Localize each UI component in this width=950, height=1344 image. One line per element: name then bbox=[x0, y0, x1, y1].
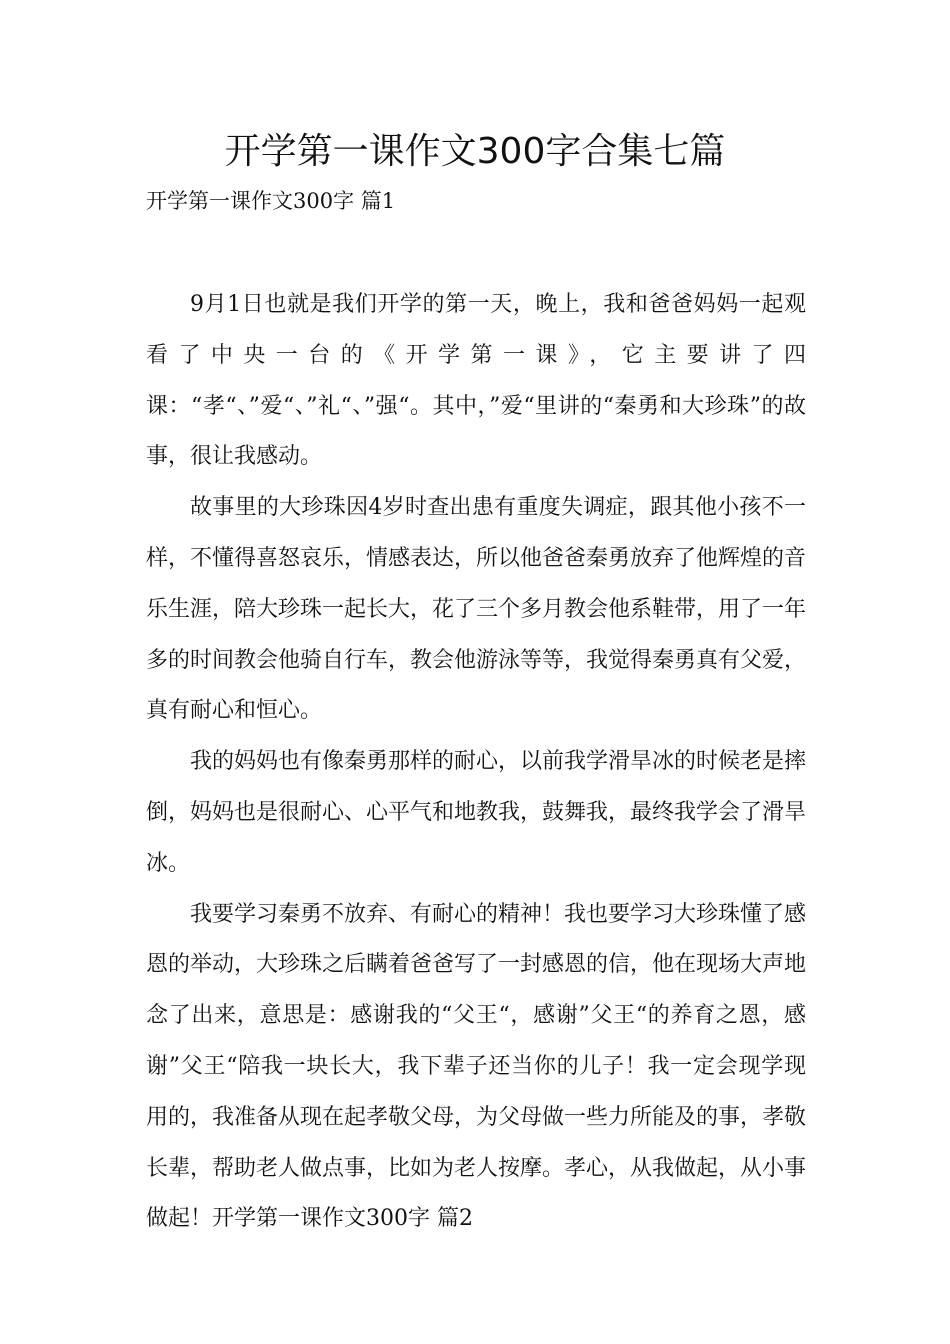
paragraph-3: 我的妈妈也有像秦勇那样的耐心，以前我学滑旱冰的时候老是摔倒，妈妈也是很耐心、心平气和地教我，鼓舞我，最终我学会了滑旱冰。 bbox=[146, 749, 807, 876]
document-title: 开学第一课作文300字合集七篇 bbox=[224, 131, 726, 172]
section-heading: 开学第一课作文300字 篇1 bbox=[146, 189, 396, 213]
paragraph-2: 故事里的大珍珠因4岁时查出患有重度失调症，跟其他小孩不一样，不懂得喜怒哀乐，情感表达，所以他爸爸秦勇放弃了他辉煌的音乐生涯，陪大珍珠一起长大，花了三个多月教会他系鞋带，用了一年多的时间教会他骑自行车，教会他游泳等等，我觉得秦勇真有父爱，真有耐心和恒心。 bbox=[146, 495, 807, 724]
document-body bbox=[146, 280, 806, 1245]
paragraph-1: 9月1日也就是我们开学的第一天，晚上，我和爸爸妈妈一起观看了中央一台的《开学第一课》，它主要讲了四课：“孝“、”爱“、”礼“、”强“。其中，”爱“里讲的“秦勇和大珍珠”的故事，很让我感动。 bbox=[146, 292, 806, 470]
paragraph-4: 我要学习秦勇不放弃、有耐心的精神！我也要学习大珍珠懂了感恩的举动，大珍珠之后瞒着爸爸写了一封感恩的信，他在现场大声地念了出来，意思是：感谢我的“父王“，感谢”父王“的养育之恩，感谢”父王“陪我一块长大，我下辈子还当你的儿子！我一定会现学现用的，我准备从现在起孝敬父母，为父母做一些力所能及的事，孝敬长辈，帮助老人做点事，比如为老人按摩。孝心，从我做起，从小事做起！开学第一课作文300字 篇2 bbox=[146, 901, 807, 1232]
